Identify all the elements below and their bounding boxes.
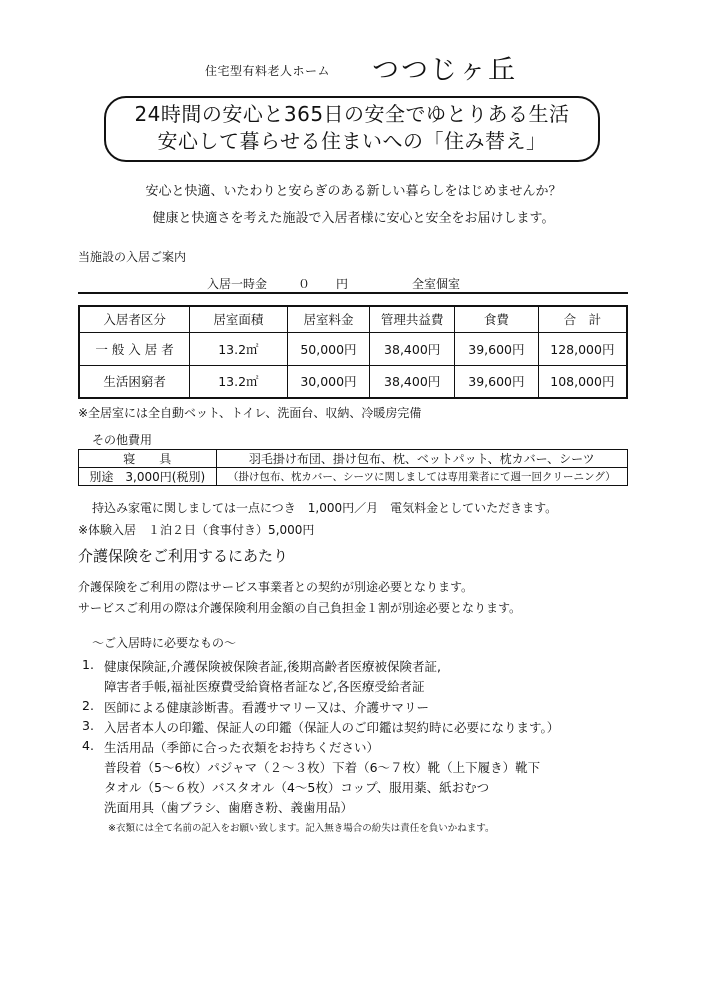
intro-line-1: 安心と快適、いたわりと安らぎのある新しい暮らしをはじめませんか？ bbox=[145, 184, 562, 199]
facility-name: つつじヶ丘 bbox=[372, 55, 517, 86]
cell-meal-fee: 39,600円 bbox=[455, 365, 539, 398]
fee-table-header bbox=[79, 306, 627, 332]
deposit-unit: 円 bbox=[336, 277, 349, 291]
header bbox=[0, 48, 707, 88]
deposit-value: ０ bbox=[298, 277, 311, 291]
header-room-fee: 居室料金 bbox=[287, 306, 370, 332]
list-item: 生活用品（季節に合った衣類をお持ちください） bbox=[104, 740, 380, 755]
list-item-number: 1. bbox=[82, 657, 94, 672]
list-item: 普段着（5～6枚）パジャマ（２～３枚）下着（6～７枚）靴（上下履き）靴下 bbox=[104, 760, 541, 775]
list-item: 健康保険証,介護保険被保険者証,後期高齢者医療被保険者証, bbox=[104, 659, 441, 674]
banner-line-2: 安心して暮らせる住まいへの「住み替え」 bbox=[157, 129, 547, 153]
list-item: 障害者手帳,福祉医療費受給資格者証など,各医療受給者証 bbox=[104, 679, 425, 694]
divider bbox=[78, 292, 628, 294]
insurance-line-1: 介護保険をご利用の際はサービス事業者との契約が別途必要となります。 bbox=[78, 580, 474, 594]
table-row bbox=[79, 365, 627, 398]
bedding-price: 別途 3,000円(税別) bbox=[79, 468, 217, 486]
cleaning-note: （掛け包布、枕カバー、シーツに関しましては専用業者にて週一回クリーニング） bbox=[216, 468, 627, 486]
clothing-footnote: ※衣類には全て名前の記入をお願い致します。記入無き場合の紛失は責任を負いかねます。 bbox=[108, 823, 495, 834]
cell-room-area: 13.2㎡ bbox=[190, 332, 287, 365]
list-item-number: 2. bbox=[82, 698, 94, 713]
cell-room-fee: 30,000円 bbox=[287, 365, 370, 398]
list-item-number: 3. bbox=[82, 718, 94, 733]
table-row bbox=[79, 332, 627, 365]
bedding-items: 羽毛掛け布団、掛け包布、枕、ベットパット、枕カバー、シーツ bbox=[216, 450, 627, 468]
other-fees-table bbox=[78, 449, 628, 486]
electric-note: 持込み家電に関しましては一点につき 1,000円／月 電気料金としていただきます。 bbox=[92, 501, 558, 515]
cell-meal-fee: 39,600円 bbox=[455, 332, 539, 365]
banner-line-1: 24時間の安心と365日の安全でゆとりある生活 bbox=[134, 102, 570, 126]
list-item-number: 4. bbox=[82, 738, 94, 753]
trial-note: ※体験入居 １泊２日（食事付き）5,000円 bbox=[78, 523, 315, 537]
header-room-area: 居室面積 bbox=[190, 306, 287, 332]
header-total: 合 計 bbox=[538, 306, 627, 332]
required-title: ～ご入居時に必要なもの～ bbox=[92, 636, 237, 650]
list-item: 医師による健康診断書。看護サマリー又は、介護サマリー bbox=[104, 700, 430, 715]
cell-room-fee: 50,000円 bbox=[287, 332, 370, 365]
cell-total: 128,000円 bbox=[538, 332, 627, 365]
list-item: 入居者本人の印鑑、保証人の印鑑（保証人のご印鑑は契約時に必要になります。） bbox=[104, 720, 560, 735]
insurance-title: 介護保険をご利用するにあたり bbox=[78, 547, 289, 565]
list-item: タオル（5～６枚）バスタオル（4～5枚）コップ、服用薬、紙おむつ bbox=[104, 780, 490, 795]
facility-type: 住宅型有料老人ホーム bbox=[205, 64, 331, 78]
header-meal-fee: 食費 bbox=[455, 306, 539, 332]
cell-room-area: 13.2㎡ bbox=[190, 365, 287, 398]
cell-category: 一 般 入 居 者 bbox=[79, 332, 190, 365]
cell-category: 生活困窮者 bbox=[79, 365, 190, 398]
deposit-label: 入居一時金 bbox=[207, 277, 268, 291]
insurance-line-2: サービスご利用の際は介護保険利用金額の自己負担金１割が別途必要となります。 bbox=[78, 601, 522, 615]
guide-title: 当施設の入居ご案内 bbox=[78, 250, 187, 264]
cell-management-fee: 38,400円 bbox=[370, 332, 455, 365]
bedding-label: 寝 具 bbox=[79, 450, 217, 468]
headline-banner bbox=[104, 96, 600, 162]
header-category: 入居者区分 bbox=[79, 306, 190, 332]
list-item: 洗面用具（歯ブラシ、歯磨き粉、義歯用品） bbox=[104, 800, 354, 815]
fee-table bbox=[78, 305, 628, 399]
other-fees-title: その他費用 bbox=[92, 433, 153, 447]
facility-note: ※全居室には全自動ベット、トイレ、洗面台、収納、冷暖房完備 bbox=[78, 406, 422, 420]
header-management-fee: 管理共益費 bbox=[370, 306, 455, 332]
room-type: 全室個室 bbox=[412, 277, 461, 291]
intro-line-2: 健康と快適さを考えた施設で入居者様に安心と安全をお届けします。 bbox=[152, 211, 555, 226]
cell-total: 108,000円 bbox=[538, 365, 627, 398]
cell-management-fee: 38,400円 bbox=[370, 365, 455, 398]
